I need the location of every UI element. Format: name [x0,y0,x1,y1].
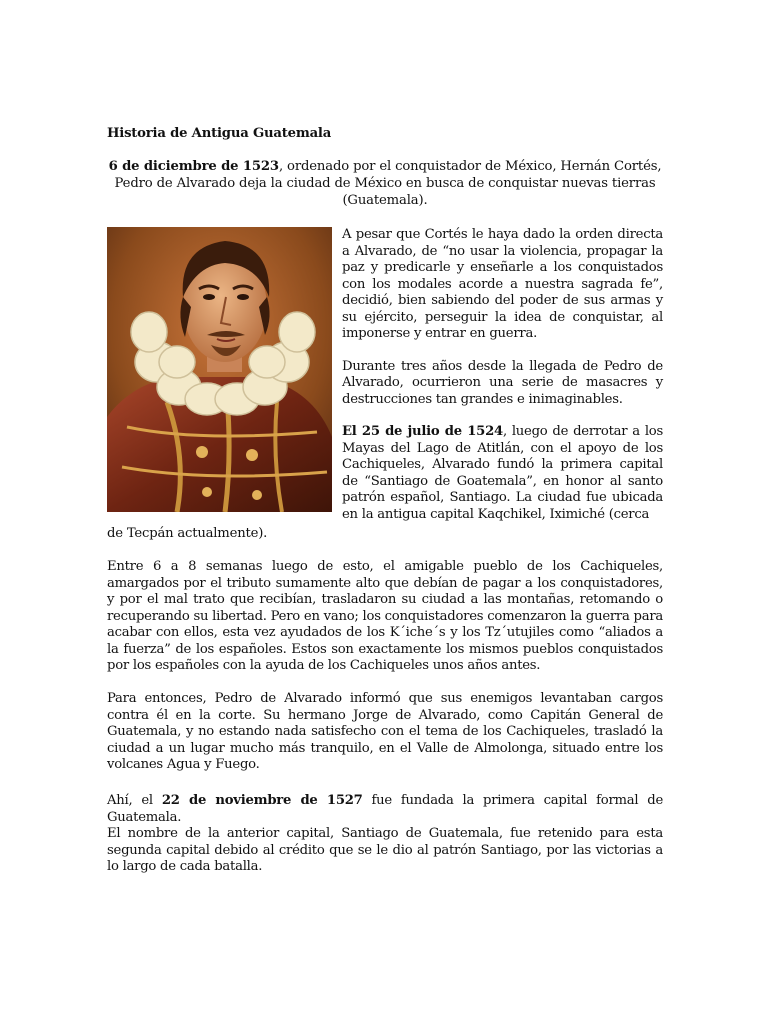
paragraph-cachiqueles-text: Entre 6 a 8 semanas luego de esto, el amigable pueblo de los Cachiqueles, amargados por el tributo sumamente alto que debían de pagar a los conquistadores, y por el mal trato que recibían, trasladaron su ciudad a las montañas, retomando o recuperando su libertad. Pero en vano; los conquistadores comenzaron la guerra para acabar con ellos, esta vez ayudados de los K´iche´s y los Tz´utujiles como “aliados a la fuerza” de los españoles. Estos son exactamente los mismos pueblos conquistados por los españoles con la ayuda de los Cachiqueles unos años antes. [107,559,664,673]
paragraph-name-retained: El nombre de la anterior capital, Santiago de Guatemala, fue retenido para esta segunda capital debido al crédito que se le dio al patrón Santiago, por las victorias a lo largo de cada batalla. [107,826,663,874]
date-1524: El 25 de julio de 1524 [342,424,503,439]
intro-paragraph [107,158,663,209]
paragraph-three-years: Durante tres años desde la llegada de Pedro de Alvarado, ocurrieron una serie de masacres y destrucciones tan grandes e inimaginables. [342,358,663,407]
founding-1524-text: , luego de derrotar a los Mayas del Lago de Atitlán, con el apoyo de los Cachiqueles, Alvarado fundó la primera capital de “Santiago de Goatemala”, en honor al santo patrón español, Santiago. La ciudad fue ubicada en la antigua capital Kaqchikel, Iximiché (cerca [342,424,663,522]
paragraph-almolonga-text: Para entonces, Pedro de Alvarado informó que sus enemigos levantaban cargos contra él en la corte. Su hermano Jorge de Alvarado, como Capitán General de Guatemala, y no estando nada satisfecho con el tema de los Cachiqueles, trasladó la ciudad a un lugar mucho más tranquilo, en el Valle de Almolonga, situado entre los volcanes Agua y Fuego. [107,691,663,772]
paragraph-founding-1524 [342,424,663,523]
intro-text: , ordenado por el conquistador de México, Hernán Cortés, Pedro de Alvarado deja la ciudad de México en busca de conquistar nuevas tierras (Guatemala). [114,159,662,208]
date-1527: 22 de noviembre de 1527 [161,793,363,808]
paragraph-almolonga [107,691,663,774]
founding-1527-text: fue fundada la primera capital formal de Guatemala. [107,793,664,825]
portrait-image [107,227,332,512]
document-title: Historia de Antigua Guatemala [107,126,332,141]
intro-date: 6 de diciembre de 1523 [108,159,279,174]
paragraph-1527 [107,793,663,826]
right-column [342,227,663,539]
paragraph-cortes-order: A pesar que Cortés le haya dado la orden directa a Alvarado, de “no usar la violencia, propagar la paz y predicarle y enseñarle a los conquistados con los modales acorde a nuestra sagrada fe”, decidió, bien sabiendo del poder de sus armas y su ejército, perseguir la idea de conquistar, al imponerse y entrar en guerra. [342,227,663,341]
founding-1527-prefix: Ahí, el [107,793,162,808]
paragraph-cachiqueles [107,559,663,675]
paragraph-founding-1527 [107,793,663,876]
paragraph-continuation: de Tecpán actualmente). [107,526,268,541]
